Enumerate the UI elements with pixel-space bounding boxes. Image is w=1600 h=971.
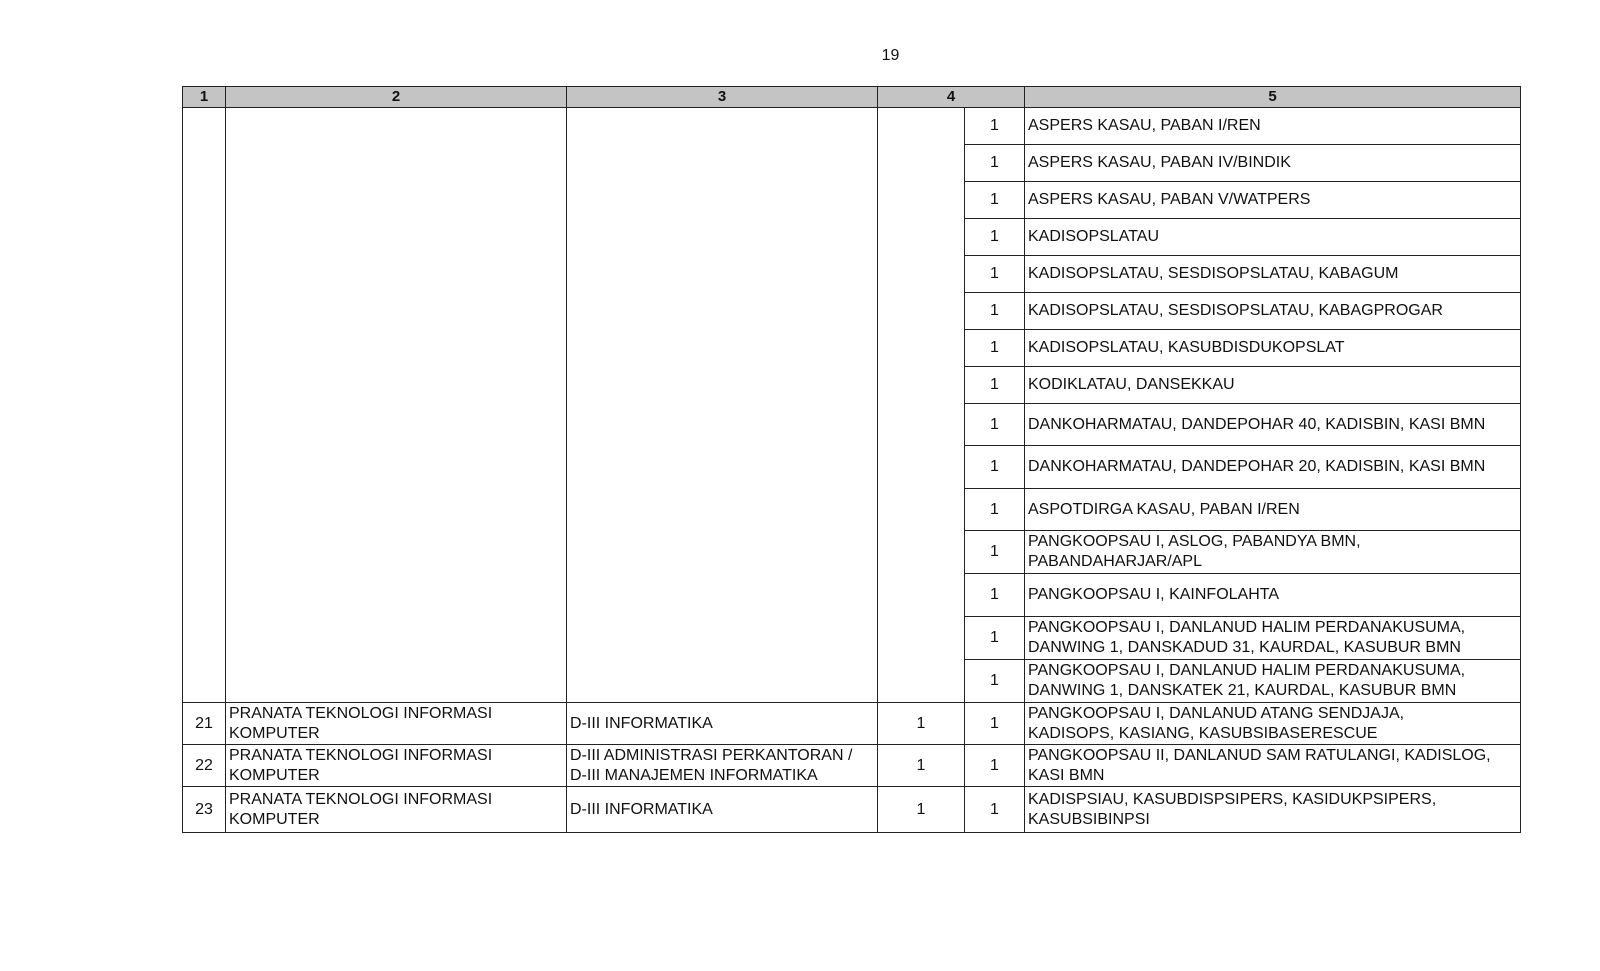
total-cell: 1: [878, 703, 965, 745]
qty-cell: 1: [965, 787, 1025, 833]
unit-cell: PANGKOOPSAU I, ASLOG, PABANDYA BMN, PABANDAHARJAR/APL: [1025, 531, 1521, 574]
qty-cell: 1: [965, 531, 1025, 574]
education-cell: D-III ADMINISTRASI PERKANTORAN / D-III MANAJEMEN INFORMATIKA: [567, 745, 878, 787]
row-number: 22: [183, 745, 226, 787]
qty-cell: 1: [965, 489, 1025, 531]
unit-cell: PANGKOOPSAU II, DANLANUD SAM RATULANGI, KADISLOG, KASI BMN: [1025, 745, 1521, 787]
qty-cell: 1: [965, 293, 1025, 330]
table-row: [183, 745, 1521, 787]
qty-cell: 1: [965, 219, 1025, 256]
table-row: [183, 703, 1521, 745]
qty-cell: 1: [965, 182, 1025, 219]
unit-cell: DANKOHARMATAU, DANDEPOHAR 40, KADISBIN, KASI BMN: [1025, 404, 1521, 446]
qty-cell: 1: [965, 703, 1025, 745]
qty-cell: 1: [965, 330, 1025, 367]
continued-total-cell: [878, 108, 965, 703]
unit-cell: KADISOPSLATAU, KASUBDISDUKOPSLAT: [1025, 330, 1521, 367]
unit-cell: KADISOPSLATAU, SESDISOPSLATAU, KABAGUM: [1025, 256, 1521, 293]
header-col-2: 2: [226, 87, 567, 108]
table-row: [183, 108, 1521, 145]
total-cell: 1: [878, 745, 965, 787]
formation-table: [182, 86, 1521, 833]
education-cell: D-III INFORMATIKA: [567, 787, 878, 833]
qty-cell: 1: [965, 404, 1025, 446]
row-number: 23: [183, 787, 226, 833]
position-cell: PRANATA TEKNOLOGI INFORMASI KOMPUTER: [226, 745, 567, 787]
qty-cell: 1: [965, 574, 1025, 617]
header-row: [183, 87, 1521, 108]
continued-no-cell: [183, 108, 226, 703]
continued-education-cell: [567, 108, 878, 703]
unit-cell: PANGKOOPSAU I, DANLANUD HALIM PERDANAKUSUMA, DANWING 1, DANSKATEK 21, KAURDAL, KASUBUR BMN: [1025, 660, 1521, 703]
qty-cell: 1: [965, 256, 1025, 293]
unit-cell: ASPERS KASAU, PABAN V/WATPERS: [1025, 182, 1521, 219]
unit-cell: DANKOHARMATAU, DANDEPOHAR 20, KADISBIN, KASI BMN: [1025, 446, 1521, 489]
unit-cell: PANGKOOPSAU I, KAINFOLAHTA: [1025, 574, 1521, 617]
header-col-3: 3: [567, 87, 878, 108]
qty-cell: 1: [965, 145, 1025, 182]
position-cell: PRANATA TEKNOLOGI INFORMASI KOMPUTER: [226, 787, 567, 833]
unit-cell: PANGKOOPSAU I, DANLANUD ATANG SENDJAJA, KADISOPS, KASIANG, KASUBSIBASERESCUE: [1025, 703, 1521, 745]
unit-cell: ASPERS KASAU, PABAN IV/BINDIK: [1025, 145, 1521, 182]
position-cell: PRANATA TEKNOLOGI INFORMASI KOMPUTER: [226, 703, 567, 745]
header-col-5: 5: [1025, 87, 1521, 108]
qty-cell: 1: [965, 367, 1025, 404]
qty-cell: 1: [965, 745, 1025, 787]
unit-cell: ASPERS KASAU, PABAN I/REN: [1025, 108, 1521, 145]
unit-cell: PANGKOOPSAU I, DANLANUD HALIM PERDANAKUSUMA, DANWING 1, DANSKADUD 31, KAURDAL, KASUBUR BMN: [1025, 617, 1521, 660]
header-col-1: 1: [183, 87, 226, 108]
continued-position-cell: [226, 108, 567, 703]
table-row: [183, 787, 1521, 833]
unit-cell: KODIKLATAU, DANSEKKAU: [1025, 367, 1521, 404]
unit-cell: KADISOPSLATAU: [1025, 219, 1521, 256]
education-cell: D-III INFORMATIKA: [567, 703, 878, 745]
qty-cell: 1: [965, 446, 1025, 489]
page-number: 19: [881, 47, 900, 64]
qty-cell: 1: [965, 617, 1025, 660]
total-cell: 1: [878, 787, 965, 833]
unit-cell: KADISOPSLATAU, SESDISOPSLATAU, KABAGPROGAR: [1025, 293, 1521, 330]
qty-cell: 1: [965, 660, 1025, 703]
qty-cell: 1: [965, 108, 1025, 145]
unit-cell: KADISPSIAU, KASUBDISPSIPERS, KASIDUKPSIPERS, KASUBSIBINPSI: [1025, 787, 1521, 833]
unit-cell: ASPOTDIRGA KASAU, PABAN I/REN: [1025, 489, 1521, 531]
header-col-4: 4: [878, 87, 1025, 108]
row-number: 21: [183, 703, 226, 745]
